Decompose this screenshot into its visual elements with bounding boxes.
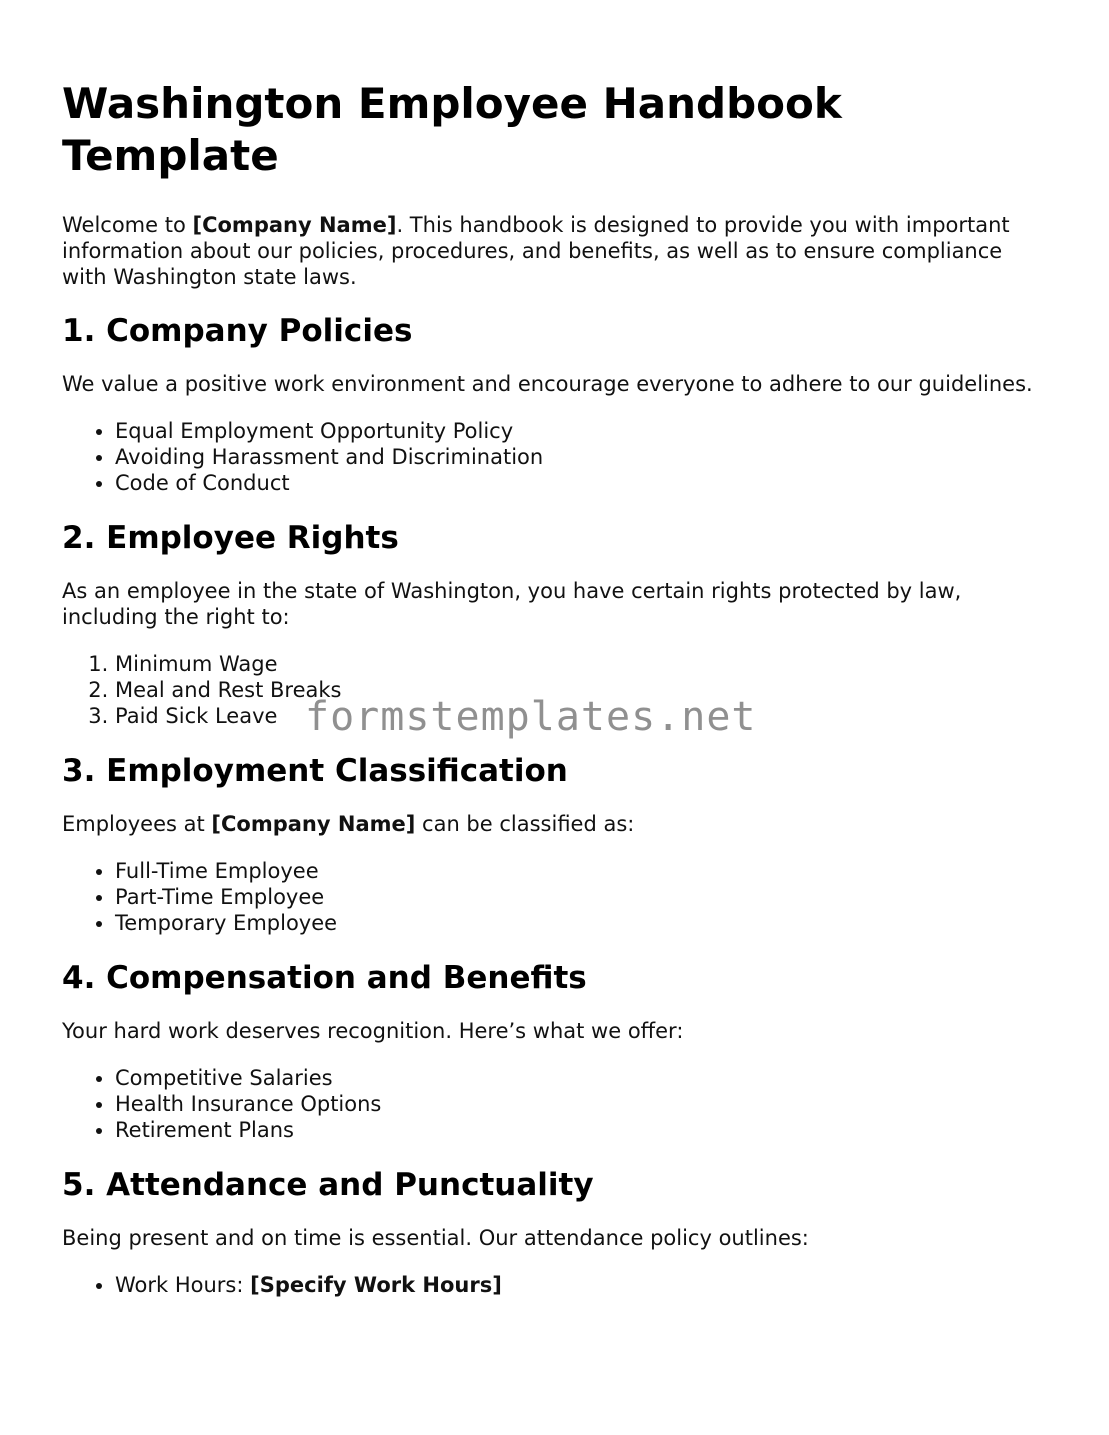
section-compensation-benefits xyxy=(62,958,1052,1143)
intro-paragraph: Welcome to [Company Name]. This handbook is designed to provide you with important information about our policies, procedures, and benefits, as well as to ensure compliance with Washington state laws. xyxy=(62,213,1010,289)
list-item: • Temporary Employee xyxy=(115,910,1052,936)
bullet-list xyxy=(62,858,1052,936)
list-item: • Avoiding Harassment and Discrimination xyxy=(115,444,1052,470)
list-item: • Full-Time Employee xyxy=(115,858,1052,884)
section-text: Employees at [Company Name] can be classified as: xyxy=(62,812,635,836)
section-heading: 5. Attendance and Punctuality xyxy=(62,1167,594,1203)
bullet-list xyxy=(62,1065,1052,1143)
list-item: • Retirement Plans xyxy=(115,1117,1052,1143)
company-placeholder: [Company Name] xyxy=(192,213,397,237)
list-item: • Competitive Salaries xyxy=(115,1065,1052,1091)
section-heading: 3. Employment Classification xyxy=(62,753,568,789)
section-text: Being present and on time is essential. Our attendance policy outlines: xyxy=(62,1226,809,1250)
list-item: • Work Hours: [Specify Work Hours] xyxy=(115,1272,1052,1298)
page-title: Washington Employee Handbook Template xyxy=(62,79,842,180)
list-item: • Code of Conduct xyxy=(115,470,1052,496)
list-item: • Equal Employment Opportunity Policy xyxy=(115,418,1052,444)
section-heading: 4. Compensation and Benefits xyxy=(62,960,587,996)
bullet-list xyxy=(62,1272,1052,1298)
section-heading: 1. Company Policies xyxy=(62,313,413,349)
work-hours-placeholder: [Specify Work Hours] xyxy=(250,1273,502,1297)
list-item: 3. Paid Sick Leave xyxy=(115,703,1052,729)
section-company-policies xyxy=(62,311,1052,496)
bullet-list xyxy=(62,418,1052,496)
section-attendance-punctuality xyxy=(62,1165,1052,1298)
section-text: We value a positive work environment and encourage everyone to adhere to our guidelines. xyxy=(62,372,1033,396)
watermark-text: formstemplates.net xyxy=(305,694,757,740)
list-item: 2. Meal and Rest Breaks xyxy=(115,677,1052,703)
list-item: 1. Minimum Wage xyxy=(115,651,1052,677)
list-item: • Part-Time Employee xyxy=(115,884,1052,910)
company-placeholder: [Company Name] xyxy=(211,812,416,836)
section-text: As an employee in the state of Washington, you have certain rights protected by law, including the right to: xyxy=(62,579,962,629)
list-item: • Health Insurance Options xyxy=(115,1091,1052,1117)
section-employment-classification xyxy=(62,751,1052,936)
section-text: Your hard work deserves recognition. Here’s what we offer: xyxy=(62,1019,684,1043)
section-heading: 2. Employee Rights xyxy=(62,520,399,556)
